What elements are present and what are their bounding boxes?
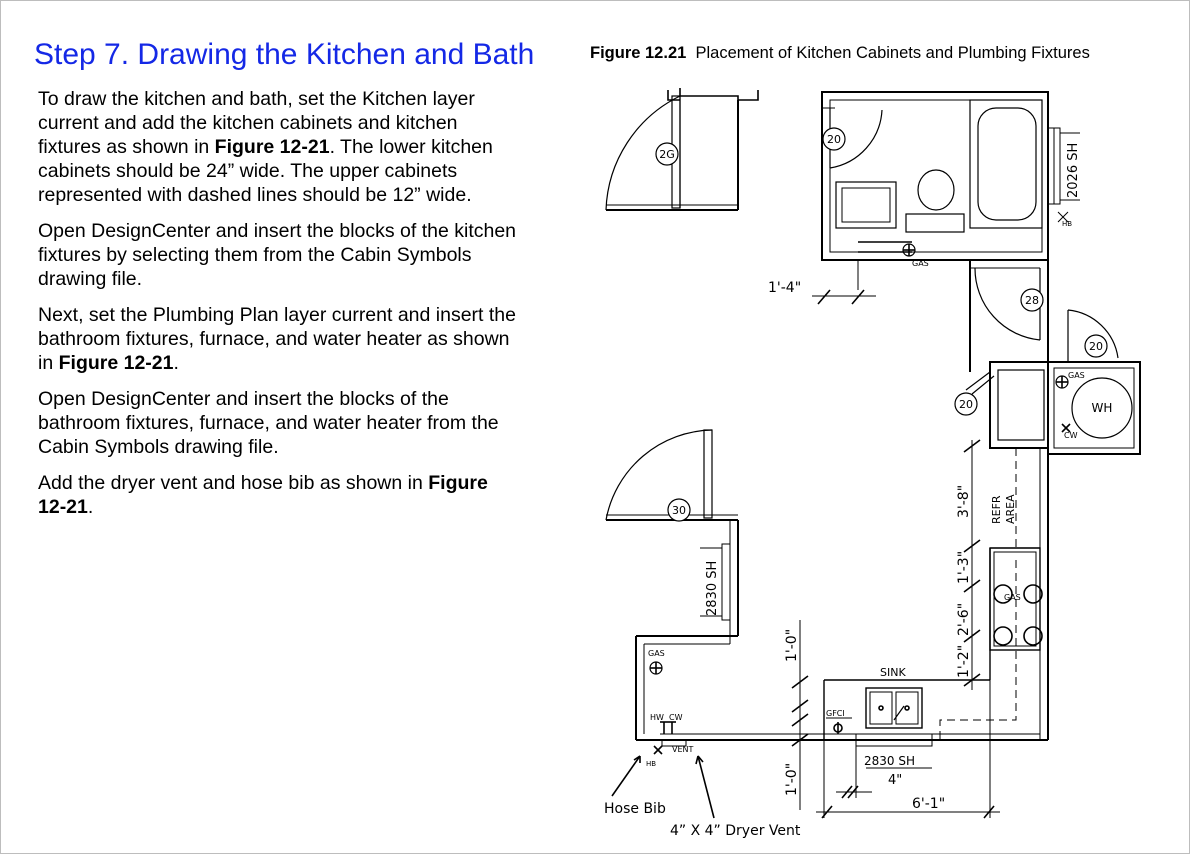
page-title: Step 7. Drawing the Kitchen and Bath (34, 38, 535, 71)
label-wh: WH (1091, 401, 1113, 415)
label-sink: SINK (880, 666, 906, 679)
label-vent: VENT (672, 745, 694, 754)
figure-reference: Figure 12-21 (214, 136, 330, 158)
instructions (38, 87, 518, 531)
paragraph-text: Open DesignCenter and insert the blocks of the bathroom fixtures, furnace, and water heater from the Cabin Symbols drawing file. (38, 388, 499, 458)
paragraph-text: . (87, 496, 94, 518)
instruction-paragraph (38, 387, 518, 459)
label-2026-sh: 2026 SH (1066, 142, 1081, 198)
label-dim-1-0-bottom: 1'-0" (784, 762, 800, 796)
label-dim-6-1: 6'-1" (912, 796, 946, 812)
door-tag-wh: 20 (1089, 340, 1103, 353)
label-gas-kitchen: GAS (912, 259, 929, 268)
label-hb-right: HB (1062, 220, 1073, 228)
label-dim-1-0-top: 1'-0" (784, 628, 800, 662)
paragraph-text: Open DesignCenter and insert the blocks of the kitchen fixtures by selecting them from the Cabin Symbols drawing file. (38, 220, 517, 290)
label-refr: REFR (990, 495, 1003, 524)
figure-number: Figure 12.21 (590, 44, 687, 62)
label-gas-wh: GAS (1068, 371, 1085, 380)
instruction-paragraph (38, 219, 518, 291)
instruction-paragraph (38, 303, 518, 375)
instruction-paragraph (38, 87, 518, 207)
label-cw-wh: CW (1064, 431, 1078, 440)
label-hw-cw: HW CW (650, 713, 683, 722)
door-tag-2g: 2G (659, 148, 675, 161)
label-dim-1-2: 1'-2" (956, 644, 972, 678)
label-dim-1-3: 1'-3" (956, 550, 972, 584)
paragraph-text: . (173, 352, 179, 374)
door-tag-closet: 20 (959, 398, 973, 411)
label-dim-3-8: 3'-8" (956, 484, 972, 518)
label-dim-4: 4" (888, 773, 903, 788)
label-gas-range: GAS (1004, 593, 1021, 602)
paragraph-text: . The lower kitchen cabinets should be 24” wide. The upper cabinets represented with dashed lines should be 12” wide. (38, 136, 493, 206)
label-area: AREA (1004, 494, 1017, 524)
label-hose-bib: Hose Bib (604, 801, 666, 817)
figure-reference: Figure 12-21 (38, 472, 488, 518)
label-gfci: GFCI (826, 709, 845, 718)
label-2830-left: 2830 SH (705, 560, 720, 616)
figure-reference: Figure 12-21 (58, 352, 174, 374)
instruction-paragraph (38, 471, 518, 519)
door-tag-bath: 20 (827, 133, 841, 146)
label-dryer-vent: 4” X 4” Dryer Vent (670, 823, 801, 839)
figure-caption (590, 44, 1090, 63)
label-dim-1-4: 1'-4" (768, 280, 802, 296)
floor-plan (590, 80, 1170, 850)
label-dim-2-6: 2'-6" (956, 602, 972, 636)
door-tag-30: 30 (672, 504, 686, 517)
figure-title: Placement of Kitchen Cabinets and Plumbing Fixtures (695, 44, 1090, 62)
label-gas-dryer: GAS (648, 649, 665, 658)
label-2830-sink: 2830 SH (864, 754, 915, 768)
paragraph-text: To draw the kitchen and bath, set the Kitchen layer current and add the kitchen cabinets and kitchen fixtures as shown in (38, 88, 475, 158)
label-hb-bottom: HB (646, 760, 657, 768)
paragraph-text: Add the dryer vent and hose bib as shown in (38, 472, 429, 494)
paragraph-text: Next, set the Plumbing Plan layer current and insert the bathroom fixtures, furnace, and water heater as shown in (38, 304, 516, 374)
door-tag-28: 28 (1025, 294, 1039, 307)
